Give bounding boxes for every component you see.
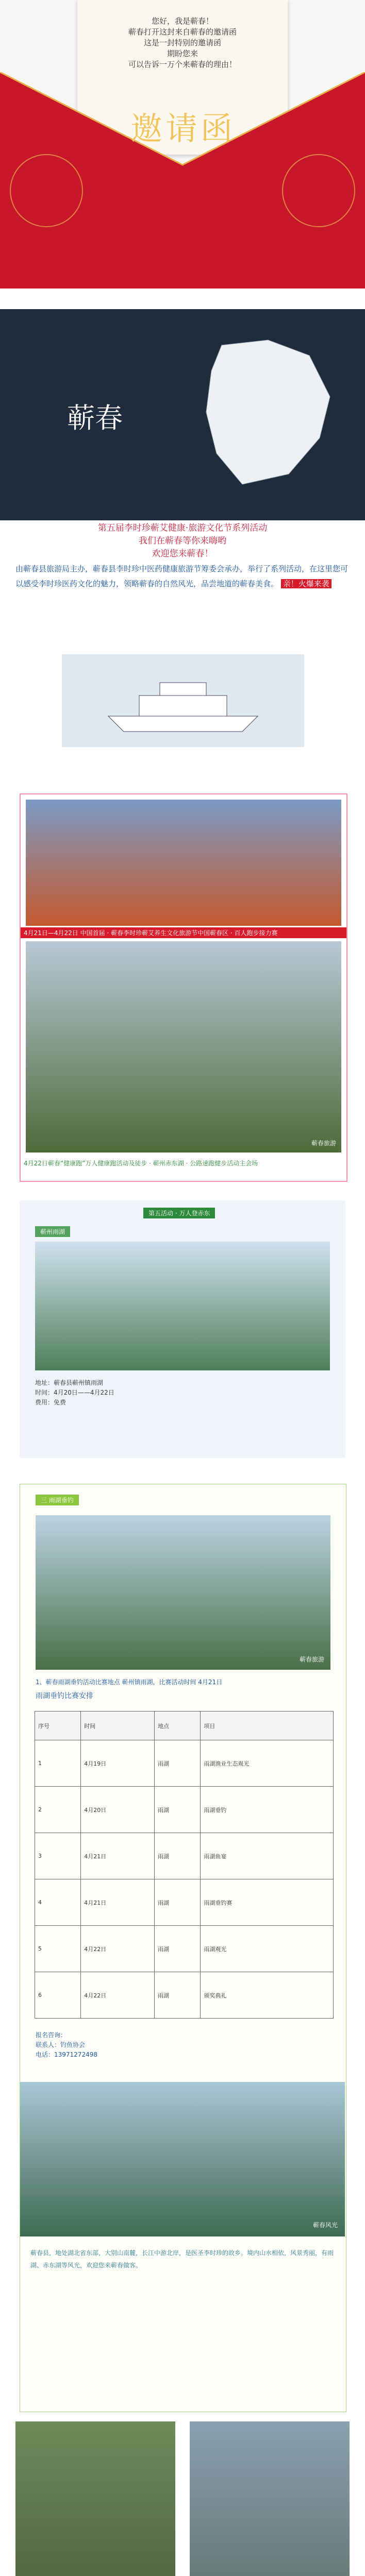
- letter-line: 可以告诉一万个来蕲春的理由！: [128, 60, 237, 69]
- cell: 雨湖: [155, 1972, 201, 2019]
- event-2-tag: 第五活动 · 万人登赤东: [143, 1208, 215, 1218]
- cell: 雨湖: [155, 1740, 201, 1787]
- cell: 1: [35, 1740, 81, 1787]
- cell: 雨湖观光: [201, 1926, 334, 1972]
- invitation-envelope: [0, 0, 365, 289]
- intro-text: 由蕲春县旅游局主办，蕲春县李时珍中医药健康旅游节筹委会承办，举行了系列活动，在这里您可以感受李时珍医药文化的魅力，领略蕲春的自然风光，品尝地道的蕲春美食。: [15, 564, 349, 588]
- cruise-ship-image: [62, 654, 304, 747]
- letter-line: 蕲春打开这封来自蕲春的邀请函: [128, 27, 237, 37]
- column-header: 地点: [155, 1711, 201, 1740]
- cell: 雨湖: [155, 1879, 201, 1926]
- lake-islands-photo: [36, 1515, 330, 1670]
- event-2-info: [35, 1378, 114, 1408]
- table-row: [35, 1926, 334, 1972]
- intro-paragraph: [15, 562, 351, 591]
- event-2-subtag: 蕲州雨湖: [35, 1226, 70, 1237]
- contact-line: 电话：13971272498: [36, 2051, 97, 2059]
- contact-line: 报名咨询：: [36, 2031, 67, 2039]
- marathon-road-photo: [26, 941, 341, 1153]
- cell: 3: [35, 1833, 81, 1879]
- cell: 雨湖垂钓: [201, 1787, 334, 1833]
- letter-line: 您好，我是蕲春！: [151, 16, 213, 26]
- cell: 雨湖: [155, 1926, 201, 1972]
- aerial-lake-photo: [20, 2082, 345, 2236]
- table-row: [35, 1972, 334, 2019]
- cell: 6: [35, 1972, 81, 2019]
- cell: 5: [35, 1926, 81, 1972]
- cell: 4月20日: [81, 1787, 155, 1833]
- column-header: 序号: [35, 1711, 81, 1740]
- gallery-photo-2: [190, 2421, 350, 2576]
- cell: 颁奖典礼: [201, 1972, 334, 2019]
- cell: 4月22日: [81, 1972, 155, 2019]
- event-3-tag: 三 雨湖垂钓: [36, 1495, 79, 1505]
- lake-photo: [35, 1242, 330, 1370]
- body-paragraph: 蕲春县，地处湖北省东部，大别山南麓，长江中游北岸，是医圣李时珍的故乡。境内山水相依，风景秀丽，有雨湖、赤东湖等风光，欢迎您来蕲春做客。: [30, 2249, 334, 2269]
- cell: 雨湖: [155, 1833, 201, 1879]
- intro-badge: 亲！火爆来袭: [281, 579, 331, 588]
- letter-line: 这是一封特别的邀请函: [143, 38, 221, 47]
- cell: 雨湖: [155, 1787, 201, 1833]
- cell: 2: [35, 1787, 81, 1833]
- map-city-label: 蕲春: [67, 402, 123, 434]
- info-line: 费用：免费: [35, 1399, 67, 1406]
- banner-bottom: 4月22日蕲春“健康跑”万人健康跑活动及徒步 · 蕲州赤东湖 · 公路速跑健步活动主会场: [21, 1158, 346, 1168]
- contact-line: 联系人：钓鱼协会: [36, 2041, 86, 2049]
- caption-line: 第五届李时珍蕲艾健康·旅游文化节系列活动: [97, 523, 268, 533]
- marathon-photo-frame: [20, 793, 347, 1182]
- county-map: [0, 309, 365, 520]
- cell: 雨湖垂钓赛: [201, 1879, 334, 1926]
- event-3-box: [20, 1484, 346, 2412]
- table-title: 雨湖垂钓比赛安排: [36, 1692, 93, 1700]
- info-line: 地址：蕲春县蕲州镇雨湖: [35, 1379, 104, 1386]
- table-row: [35, 1787, 334, 1833]
- event-3-intro: 1、蕲春雨湖垂钓活动比赛地点 蕲州镇雨湖，比赛活动时间 4月21日: [36, 1679, 223, 1686]
- lake-caption: 蕲春风光: [312, 2222, 338, 2229]
- info-line: 时间：4月20日——4月22日: [35, 1389, 114, 1397]
- map-banner: [0, 309, 365, 520]
- contact-info: [36, 2030, 97, 2060]
- watermark: 蕲春旅游: [311, 1140, 336, 1147]
- column-header: 时间: [81, 1711, 155, 1740]
- cell: 雨湖鱼宴: [201, 1833, 334, 1879]
- cell: 4月19日: [81, 1740, 155, 1787]
- cell: 4月22日: [81, 1926, 155, 1972]
- table-header-row: [35, 1711, 334, 1740]
- map-caption: [0, 520, 365, 559]
- marathon-start-photo: [26, 800, 341, 926]
- cell: 4月21日: [81, 1879, 155, 1926]
- letter-line: 期盼您来: [167, 49, 198, 58]
- table-row: [35, 1833, 334, 1879]
- table-row: [35, 1740, 334, 1787]
- caption-line: 欢迎您来蕲春！: [152, 549, 213, 559]
- cell: 4: [35, 1879, 81, 1926]
- invitation-title: 邀请函: [130, 110, 236, 147]
- schedule-table: [35, 1711, 334, 2019]
- cell: 4月21日: [81, 1833, 155, 1879]
- cell: 雨湖渔业生态观光: [201, 1740, 334, 1787]
- banner-top: 4月21日—4月22日 中国首届 · 蕲春李时珍蕲艾养生文化旅游节中国蕲春区 · 百人跑步接力赛: [21, 927, 346, 938]
- column-header: 项目: [201, 1711, 334, 1740]
- table-row: [35, 1879, 334, 1926]
- gallery-photo-1: [15, 2421, 175, 2576]
- caption-line: 我们在蕲春等你来嗨哟: [139, 536, 226, 546]
- watermark: 蕲春旅游: [299, 1656, 324, 1663]
- event-2-box: [20, 1200, 345, 1458]
